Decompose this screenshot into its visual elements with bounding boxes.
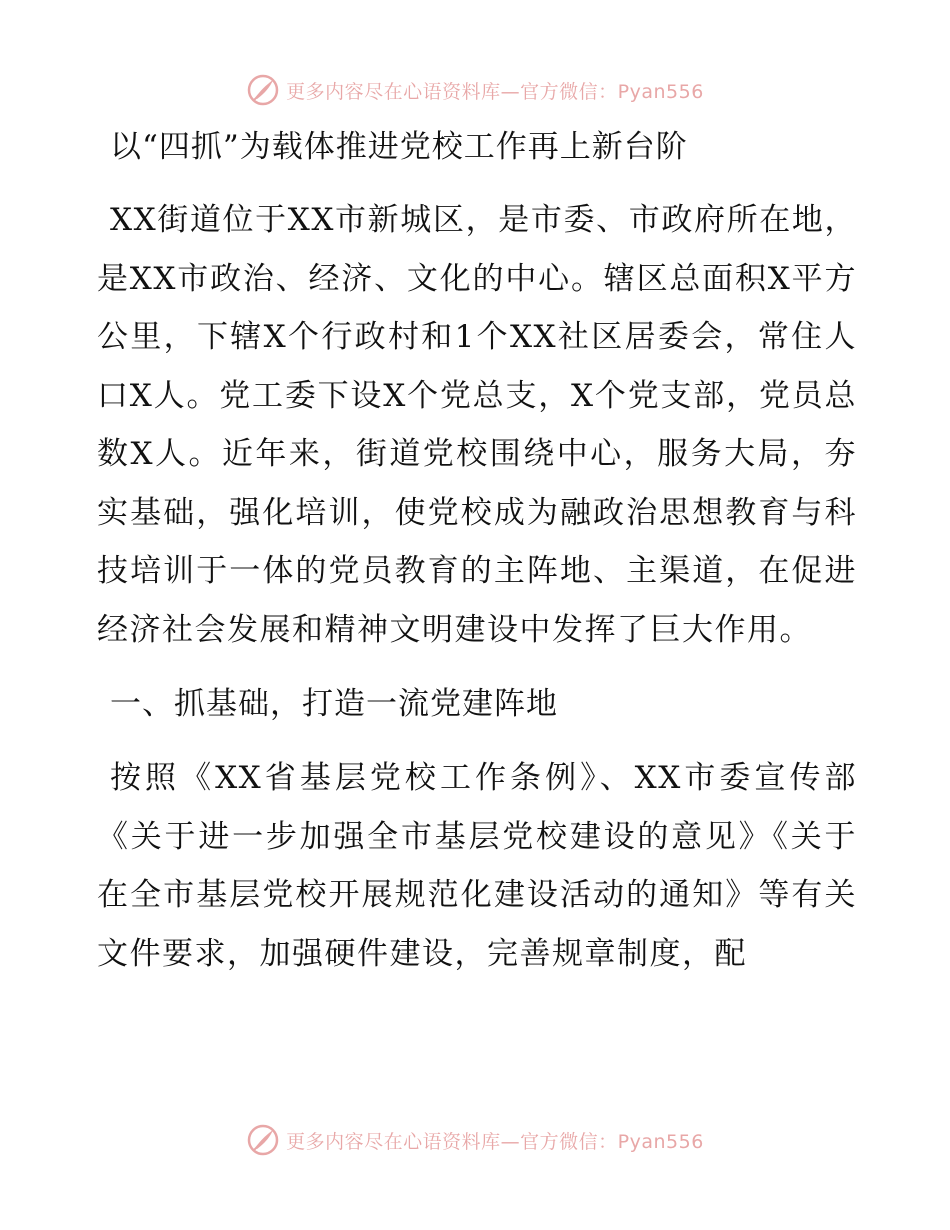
header-watermark — [0, 70, 950, 110]
watermark-text: 更多内容尽在心语资料库—官方微信：Pyan556 — [286, 1130, 704, 1153]
watermark-text: 更多内容尽在心语资料库—官方微信：Pyan556 — [286, 80, 704, 103]
document-title: 以“四抓”为载体推进党校工作再上新台阶 — [110, 129, 688, 165]
section-1-heading: 一、抓基础，打造一流党建阵地 — [110, 686, 558, 722]
intro-paragraph: XX街道位于XX市新城区，是市委、市政府所在地，是XX市政治、经济、文化的中心。辖区总面积X平方公里，下辖X个行政村和1个XX社区居委会，常住人口X人。党工委下设X个党总支，X个党支部，党员总数X人。近年来，街道党校围绕中心，服务大局，夯实基础，强化培训，使党校成为融政治思想教育与科技培训于一体的党员教育的主阵地、主渠道，在促进经济社会发展和精神文明建设中发挥了巨大作用。 — [97, 202, 857, 648]
feather-seal-icon — [246, 1123, 280, 1157]
section-1-paragraph: 按照《XX省基层党校工作条例》、XX市委宣传部《关于进一步加强全市基层党校建设的意见》《关于在全市基层党校开展规范化建设活动的通知》等有关文件要求，加强硬件建设，完善规章制度，配 — [97, 760, 857, 972]
feather-seal-icon — [246, 73, 280, 107]
footer-watermark — [0, 1120, 950, 1160]
document-body — [97, 118, 857, 983]
